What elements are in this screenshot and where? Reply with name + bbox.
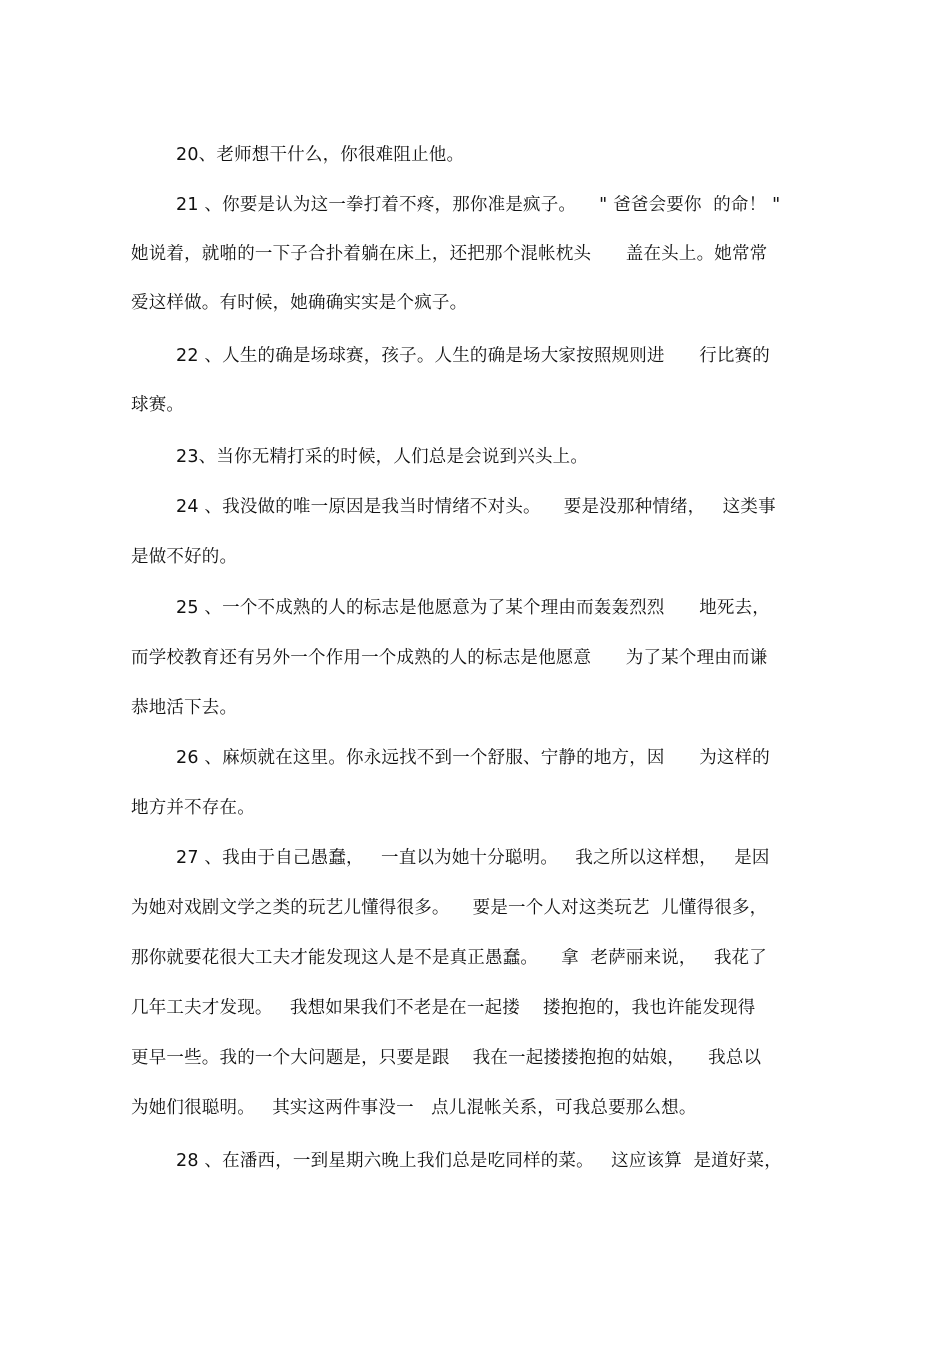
paragraph-25-line-2: 而学校教育还有另外一个作用一个成熟的人的标志是他愿意 为了某个理由而谦 xyxy=(131,648,768,668)
paragraph-23-line-1: 23、当你无精打采的时候，人们总是会说到兴头上。 xyxy=(176,447,589,467)
paragraph-21-line-1: 21 、你要是认为这一拳打着不疼，那你准是疯子。 " 爸爸会要你 的命！ " xyxy=(176,195,781,215)
paragraph-22-line-1: 22 、人生的确是场球赛，孩子。人生的确是场大家按照规则进 行比赛的 xyxy=(176,346,771,366)
paragraph-24-line-1: 24 、我没做的唯一原因是我当时情绪不对头。 要是没那种情绪， 这类事 xyxy=(176,497,776,517)
paragraph-21-line-3: 爱这样做。有时候，她确确实实是个疯子。 xyxy=(131,293,468,313)
paragraph-25-line-1: 25 、一个不成熟的人的标志是他愿意为了某个理由而轰轰烈烈 地死去， xyxy=(176,598,771,618)
paragraph-27-line-1: 27 、我由于自己愚蠢， 一直以为她十分聪明。 我之所以这样想， 是因 xyxy=(176,848,770,868)
paragraph-27-line-2: 为她对戏剧文学之类的玩艺儿懂得很多。 要是一个人对这类玩艺 儿懂得很多， xyxy=(131,898,768,918)
paragraph-26-line-2: 地方并不存在。 xyxy=(131,798,255,818)
paragraph-27-line-4: 几年工夫才发现。 我想如果我们不老是在一起搂 搂抱抱的，我也许能发现得 xyxy=(131,998,756,1018)
paragraph-24-line-2: 是做不好的。 xyxy=(131,547,238,567)
paragraph-28-line-1: 28 、在潘西，一到星期六晚上我们总是吃同样的菜。 这应该算 是道好菜， xyxy=(176,1151,782,1171)
paragraph-27-line-6: 为她们很聪明。 其实这两件事没一 点儿混帐关系，可我总要那么想。 xyxy=(131,1098,697,1118)
paragraph-27-line-3: 那你就要花很大工夫才能发现这人是不是真正愚蠢。 拿 老萨丽来说， 我花了 xyxy=(131,948,767,968)
paragraph-20-line-1: 20、老师想干什么，你很难阻止他。 xyxy=(176,145,465,165)
paragraph-21-line-2: 她说着，就啪的一下子合扑着躺在床上，还把那个混帐枕头 盖在头上。她常常 xyxy=(131,244,768,264)
paragraph-22-line-2: 球赛。 xyxy=(131,395,185,415)
paragraph-25-line-3: 恭地活下去。 xyxy=(131,698,238,718)
paragraph-27-line-5: 更早一些。我的一个大问题是，只要是跟 我在一起搂搂抱抱的姑娘， 我总以 xyxy=(131,1048,762,1068)
paragraph-26-line-1: 26 、麻烦就在这里。你永远找不到一个舒服、宁静的地方，因 为这样的 xyxy=(176,748,771,768)
